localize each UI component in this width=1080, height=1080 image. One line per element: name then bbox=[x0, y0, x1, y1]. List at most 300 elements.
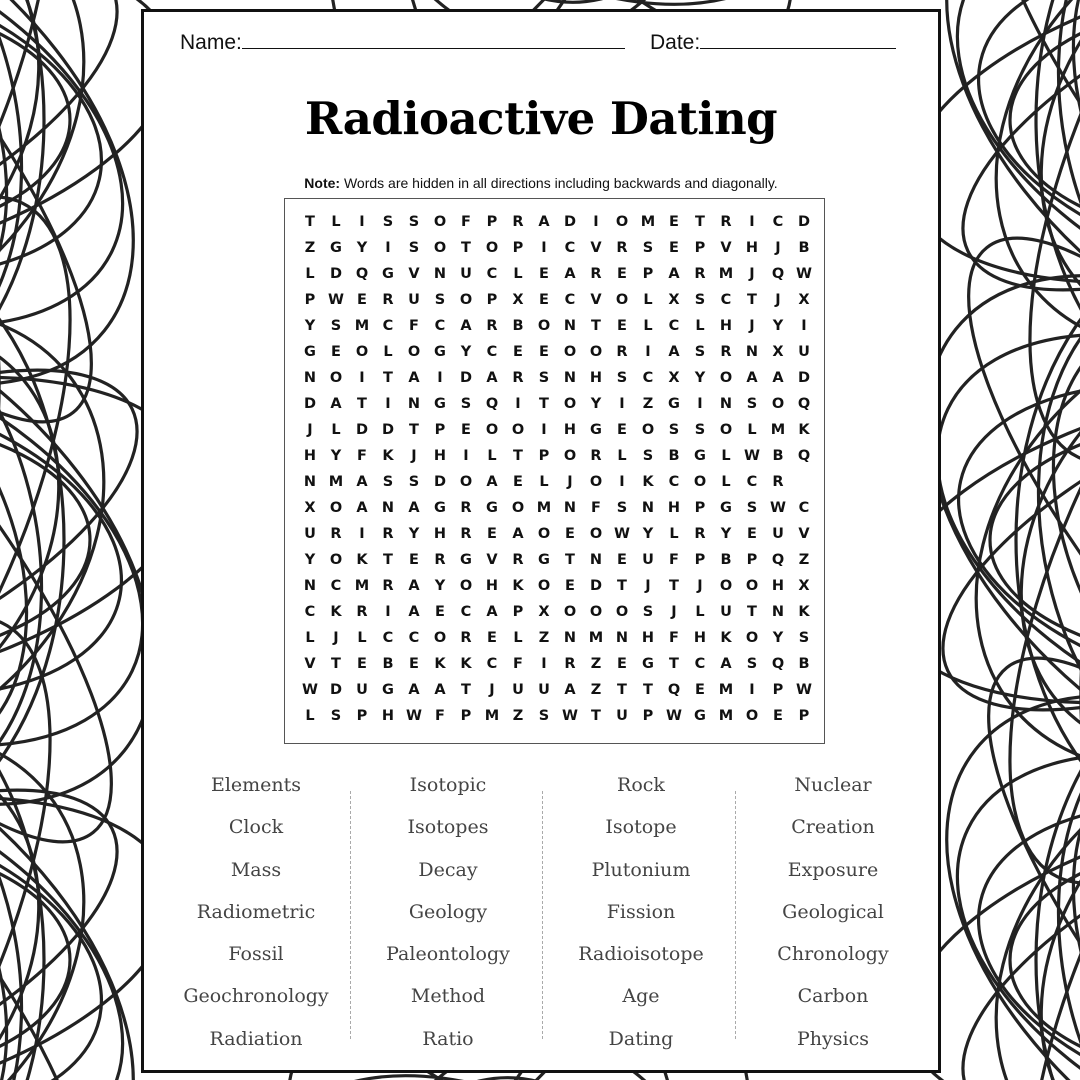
grid-letter[interactable]: E bbox=[539, 292, 549, 308]
grid-letter[interactable]: Z bbox=[304, 240, 316, 256]
grid-letter[interactable]: C bbox=[486, 344, 498, 360]
grid-letter[interactable]: M bbox=[484, 708, 500, 724]
grid-letter[interactable]: A bbox=[408, 682, 420, 698]
grid-letter[interactable]: F bbox=[409, 318, 419, 334]
grid-letter[interactable]: I bbox=[437, 370, 443, 386]
grid-letter[interactable]: K bbox=[798, 604, 810, 620]
grid-letter[interactable]: S bbox=[746, 500, 758, 516]
grid-letter[interactable]: H bbox=[485, 578, 499, 594]
grid-letter[interactable]: W bbox=[744, 448, 760, 464]
grid-letter[interactable]: H bbox=[303, 448, 317, 464]
grid-letter[interactable]: K bbox=[512, 578, 524, 594]
grid-letter[interactable]: S bbox=[798, 630, 810, 646]
grid-letter[interactable]: R bbox=[564, 656, 576, 672]
name-field[interactable] bbox=[180, 30, 625, 55]
grid-letter[interactable]: V bbox=[486, 552, 498, 568]
grid-letter[interactable]: O bbox=[589, 344, 603, 360]
grid-letter[interactable]: C bbox=[486, 656, 498, 672]
grid-letter[interactable]: Y bbox=[772, 318, 784, 334]
grid-letter[interactable]: R bbox=[720, 214, 732, 230]
grid-letter[interactable]: M bbox=[328, 474, 344, 490]
grid-letter[interactable]: C bbox=[668, 474, 680, 490]
grid-letter[interactable]: Y bbox=[356, 240, 368, 256]
grid-letter[interactable]: O bbox=[615, 214, 629, 230]
grid-letter[interactable]: X bbox=[304, 500, 316, 516]
grid-letter[interactable]: E bbox=[773, 708, 783, 724]
grid-letter[interactable]: I bbox=[619, 396, 625, 412]
grid-letter[interactable]: K bbox=[798, 422, 810, 438]
grid-letter[interactable]: L bbox=[721, 448, 731, 464]
grid-letter[interactable]: X bbox=[668, 370, 680, 386]
grid-letter[interactable]: E bbox=[409, 552, 419, 568]
grid-letter[interactable]: F bbox=[669, 552, 679, 568]
grid-letter[interactable]: I bbox=[619, 474, 625, 490]
grid-letter[interactable]: B bbox=[512, 318, 524, 334]
grid-letter[interactable]: S bbox=[642, 604, 654, 620]
grid-letter[interactable]: C bbox=[486, 266, 498, 282]
grid-letter[interactable]: L bbox=[513, 630, 523, 646]
grid-letter[interactable]: B bbox=[382, 656, 394, 672]
grid-letter[interactable]: I bbox=[697, 396, 703, 412]
grid-letter[interactable]: T bbox=[695, 214, 705, 230]
grid-letter[interactable]: N bbox=[563, 318, 577, 334]
grid-letter[interactable]: X bbox=[798, 578, 810, 594]
grid-letter[interactable]: A bbox=[746, 370, 758, 386]
grid-letter[interactable]: T bbox=[669, 656, 679, 672]
grid-letter[interactable]: P bbox=[798, 708, 810, 724]
grid-letter[interactable]: M bbox=[718, 266, 734, 282]
grid-letter[interactable]: L bbox=[305, 630, 315, 646]
grid-letter[interactable]: A bbox=[486, 474, 498, 490]
grid-letter[interactable]: G bbox=[486, 500, 498, 516]
grid-letter[interactable]: G bbox=[694, 448, 706, 464]
grid-letter[interactable]: A bbox=[538, 214, 550, 230]
grid-letter[interactable]: Y bbox=[304, 552, 316, 568]
grid-letter[interactable]: L bbox=[513, 266, 523, 282]
grid-letter[interactable]: P bbox=[512, 240, 524, 256]
grid-letter[interactable]: T bbox=[409, 422, 419, 438]
grid-letter[interactable]: N bbox=[615, 630, 629, 646]
grid-letter[interactable]: L bbox=[721, 474, 731, 490]
grid-letter[interactable]: P bbox=[356, 708, 368, 724]
grid-letter[interactable]: Q bbox=[771, 266, 785, 282]
grid-letter[interactable]: T bbox=[669, 578, 679, 594]
grid-letter[interactable]: M bbox=[536, 500, 552, 516]
grid-letter[interactable]: T bbox=[747, 292, 757, 308]
grid-letter[interactable]: C bbox=[642, 370, 654, 386]
grid-letter[interactable]: T bbox=[539, 396, 549, 412]
grid-letter[interactable]: R bbox=[512, 214, 524, 230]
grid-letter[interactable]: E bbox=[461, 422, 471, 438]
grid-letter[interactable]: S bbox=[330, 318, 342, 334]
grid-letter[interactable]: B bbox=[772, 448, 784, 464]
grid-letter[interactable]: Q bbox=[355, 266, 369, 282]
grid-letter[interactable]: R bbox=[720, 344, 732, 360]
grid-letter[interactable]: O bbox=[329, 500, 343, 516]
grid-letter[interactable]: F bbox=[357, 448, 367, 464]
grid-letter[interactable]: N bbox=[563, 630, 577, 646]
grid-letter[interactable]: G bbox=[330, 240, 342, 256]
grid-letter[interactable]: O bbox=[511, 500, 525, 516]
grid-letter[interactable]: C bbox=[434, 318, 446, 334]
grid-letter[interactable]: O bbox=[329, 370, 343, 386]
grid-letter[interactable]: D bbox=[381, 422, 395, 438]
grid-letter[interactable]: Q bbox=[771, 552, 785, 568]
grid-letter[interactable]: N bbox=[771, 604, 785, 620]
grid-letter[interactable]: H bbox=[589, 370, 603, 386]
grid-letter[interactable]: T bbox=[357, 396, 367, 412]
grid-letter[interactable]: C bbox=[330, 578, 342, 594]
grid-letter[interactable]: U bbox=[304, 526, 316, 542]
grid-letter[interactable]: S bbox=[330, 708, 342, 724]
grid-letter[interactable]: H bbox=[433, 526, 447, 542]
grid-letter[interactable]: U bbox=[538, 682, 550, 698]
grid-letter[interactable]: G bbox=[538, 552, 550, 568]
grid-letter[interactable]: X bbox=[668, 292, 680, 308]
grid-letter[interactable]: J bbox=[489, 682, 495, 698]
grid-letter[interactable]: O bbox=[459, 578, 473, 594]
grid-letter[interactable]: I bbox=[359, 370, 365, 386]
grid-letter[interactable]: T bbox=[591, 318, 601, 334]
grid-letter[interactable]: N bbox=[303, 370, 317, 386]
grid-letter[interactable]: T bbox=[565, 552, 575, 568]
grid-letter[interactable]: T bbox=[383, 370, 393, 386]
grid-letter[interactable]: K bbox=[382, 448, 394, 464]
grid-letter[interactable]: A bbox=[668, 344, 680, 360]
grid-letter[interactable]: E bbox=[435, 604, 445, 620]
grid-letter[interactable]: E bbox=[539, 266, 549, 282]
grid-letter[interactable]: S bbox=[694, 344, 706, 360]
grid-letter[interactable]: S bbox=[538, 708, 550, 724]
grid-letter[interactable]: C bbox=[564, 292, 576, 308]
grid-letter[interactable]: R bbox=[382, 292, 394, 308]
grid-letter[interactable]: I bbox=[749, 214, 755, 230]
grid-letter[interactable]: E bbox=[617, 552, 627, 568]
grid-letter[interactable]: Y bbox=[590, 396, 602, 412]
grid-letter[interactable]: G bbox=[668, 396, 680, 412]
grid-letter[interactable]: Y bbox=[720, 526, 732, 542]
grid-letter[interactable]: E bbox=[565, 578, 575, 594]
grid-letter[interactable]: V bbox=[590, 292, 602, 308]
grid-letter[interactable]: E bbox=[487, 630, 497, 646]
grid-letter[interactable]: R bbox=[694, 266, 706, 282]
grid-letter[interactable]: C bbox=[720, 292, 732, 308]
grid-letter[interactable]: A bbox=[668, 266, 680, 282]
grid-letter[interactable]: O bbox=[355, 344, 369, 360]
grid-letter[interactable]: K bbox=[642, 474, 654, 490]
grid-letter[interactable]: E bbox=[669, 240, 679, 256]
grid-letter[interactable]: R bbox=[590, 266, 602, 282]
grid-letter[interactable]: U bbox=[616, 708, 628, 724]
grid-letter[interactable]: R bbox=[460, 500, 472, 516]
grid-letter[interactable]: E bbox=[357, 292, 367, 308]
grid-letter[interactable]: G bbox=[694, 708, 706, 724]
grid-letter[interactable]: Z bbox=[538, 630, 550, 646]
grid-letter[interactable]: F bbox=[669, 630, 679, 646]
grid-letter[interactable]: O bbox=[641, 422, 655, 438]
grid-letter[interactable]: O bbox=[693, 474, 707, 490]
grid-letter[interactable]: A bbox=[408, 500, 420, 516]
grid-letter[interactable]: L bbox=[331, 422, 341, 438]
grid-letter[interactable]: R bbox=[512, 370, 524, 386]
grid-letter[interactable]: T bbox=[617, 682, 627, 698]
grid-letter[interactable]: H bbox=[719, 318, 733, 334]
grid-letter[interactable]: S bbox=[746, 656, 758, 672]
grid-letter[interactable]: M bbox=[354, 318, 370, 334]
grid-letter[interactable]: A bbox=[486, 370, 498, 386]
grid-letter[interactable]: J bbox=[775, 292, 781, 308]
grid-letter[interactable]: A bbox=[512, 526, 524, 542]
grid-letter[interactable]: R bbox=[616, 240, 628, 256]
grid-letter[interactable]: C bbox=[798, 500, 810, 516]
grid-letter[interactable]: L bbox=[747, 422, 757, 438]
grid-letter[interactable]: O bbox=[719, 422, 733, 438]
grid-letter[interactable]: O bbox=[511, 422, 525, 438]
grid-letter[interactable]: O bbox=[589, 474, 603, 490]
grid-letter[interactable]: L bbox=[695, 318, 705, 334]
grid-letter[interactable]: C bbox=[746, 474, 758, 490]
grid-letter[interactable]: A bbox=[408, 370, 420, 386]
grid-letter[interactable]: R bbox=[382, 526, 394, 542]
grid-letter[interactable]: A bbox=[460, 318, 472, 334]
grid-letter[interactable]: N bbox=[719, 396, 733, 412]
grid-letter[interactable]: K bbox=[720, 630, 732, 646]
grid-letter[interactable]: N bbox=[303, 474, 317, 490]
grid-letter[interactable]: P bbox=[694, 240, 706, 256]
grid-letter[interactable]: Z bbox=[512, 708, 524, 724]
grid-letter[interactable]: O bbox=[615, 604, 629, 620]
grid-letter[interactable]: J bbox=[749, 318, 755, 334]
grid-letter[interactable]: R bbox=[486, 318, 498, 334]
grid-letter[interactable]: Y bbox=[304, 318, 316, 334]
grid-letter[interactable]: G bbox=[642, 656, 654, 672]
grid-letter[interactable]: A bbox=[720, 656, 732, 672]
grid-letter[interactable]: V bbox=[408, 266, 420, 282]
grid-letter[interactable]: O bbox=[537, 526, 551, 542]
grid-letter[interactable]: I bbox=[541, 656, 547, 672]
grid-letter[interactable]: W bbox=[302, 682, 318, 698]
grid-letter[interactable]: B bbox=[668, 448, 680, 464]
grid-letter[interactable]: O bbox=[563, 448, 577, 464]
grid-letter[interactable]: N bbox=[641, 500, 655, 516]
grid-letter[interactable]: S bbox=[382, 474, 394, 490]
grid-letter[interactable]: D bbox=[329, 682, 343, 698]
grid-letter[interactable]: N bbox=[745, 344, 759, 360]
grid-letter[interactable]: E bbox=[617, 266, 627, 282]
grid-letter[interactable]: H bbox=[433, 448, 447, 464]
grid-letter[interactable]: W bbox=[770, 500, 786, 516]
grid-letter[interactable]: J bbox=[333, 630, 339, 646]
grid-letter[interactable]: R bbox=[434, 552, 446, 568]
grid-letter[interactable]: M bbox=[718, 708, 734, 724]
grid-letter[interactable]: F bbox=[435, 708, 445, 724]
grid-letter[interactable]: U bbox=[356, 682, 368, 698]
grid-letter[interactable]: Y bbox=[408, 526, 420, 542]
grid-letter[interactable]: R bbox=[330, 526, 342, 542]
grid-letter[interactable]: E bbox=[331, 344, 341, 360]
grid-letter[interactable]: O bbox=[433, 630, 447, 646]
grid-letter[interactable]: E bbox=[617, 656, 627, 672]
grid-letter[interactable]: S bbox=[642, 240, 654, 256]
grid-letter[interactable]: O bbox=[485, 240, 499, 256]
grid-letter[interactable]: G bbox=[434, 500, 446, 516]
grid-letter[interactable]: L bbox=[383, 344, 393, 360]
grid-letter[interactable]: O bbox=[563, 604, 577, 620]
grid-letter[interactable]: Z bbox=[590, 656, 602, 672]
grid-letter[interactable]: W bbox=[796, 682, 812, 698]
grid-letter[interactable]: T bbox=[383, 552, 393, 568]
grid-letter[interactable]: J bbox=[749, 266, 755, 282]
grid-letter[interactable]: D bbox=[797, 214, 811, 230]
grid-letter[interactable]: O bbox=[563, 344, 577, 360]
grid-letter[interactable]: G bbox=[382, 266, 394, 282]
grid-letter[interactable]: W bbox=[614, 526, 630, 542]
grid-letter[interactable]: N bbox=[563, 370, 577, 386]
grid-letter[interactable]: T bbox=[461, 240, 471, 256]
grid-letter[interactable]: T bbox=[305, 214, 315, 230]
grid-letter[interactable]: E bbox=[669, 214, 679, 230]
grid-letter[interactable]: A bbox=[486, 604, 498, 620]
grid-letter[interactable]: M bbox=[588, 630, 604, 646]
grid-letter[interactable]: C bbox=[668, 318, 680, 334]
grid-letter[interactable]: S bbox=[642, 448, 654, 464]
grid-letter[interactable]: J bbox=[697, 578, 703, 594]
grid-letter[interactable]: U bbox=[512, 682, 524, 698]
grid-letter[interactable]: K bbox=[434, 656, 446, 672]
grid-letter[interactable]: U bbox=[720, 604, 732, 620]
grid-letter[interactable]: I bbox=[593, 214, 599, 230]
grid-letter[interactable]: P bbox=[642, 708, 654, 724]
grid-letter[interactable]: J bbox=[411, 448, 417, 464]
grid-letter[interactable]: D bbox=[797, 370, 811, 386]
grid-letter[interactable]: E bbox=[513, 344, 523, 360]
grid-letter[interactable]: O bbox=[433, 240, 447, 256]
grid-letter[interactable]: T bbox=[331, 656, 341, 672]
grid-letter[interactable]: Z bbox=[642, 396, 654, 412]
grid-letter[interactable]: I bbox=[749, 682, 755, 698]
grid-letter[interactable]: K bbox=[460, 656, 472, 672]
grid-letter[interactable]: Y bbox=[460, 344, 472, 360]
grid-letter[interactable]: S bbox=[616, 500, 628, 516]
grid-letter[interactable]: G bbox=[382, 682, 394, 698]
grid-letter[interactable]: O bbox=[329, 552, 343, 568]
grid-letter[interactable]: L bbox=[643, 292, 653, 308]
grid-letter[interactable]: R bbox=[356, 604, 368, 620]
grid-letter[interactable]: R bbox=[616, 344, 628, 360]
grid-letter[interactable]: F bbox=[461, 214, 471, 230]
grid-letter[interactable]: O bbox=[771, 396, 785, 412]
grid-letter[interactable]: Y bbox=[772, 630, 784, 646]
grid-letter[interactable]: E bbox=[409, 656, 419, 672]
grid-letter[interactable]: I bbox=[385, 396, 391, 412]
grid-letter[interactable]: Y bbox=[694, 370, 706, 386]
grid-letter[interactable]: R bbox=[772, 474, 784, 490]
grid-letter[interactable]: C bbox=[382, 318, 394, 334]
grid-letter[interactable]: S bbox=[746, 396, 758, 412]
grid-letter[interactable]: P bbox=[694, 552, 706, 568]
grid-letter[interactable]: D bbox=[433, 474, 447, 490]
grid-letter[interactable]: N bbox=[433, 266, 447, 282]
grid-letter[interactable]: L bbox=[617, 448, 627, 464]
grid-letter[interactable]: O bbox=[537, 318, 551, 334]
grid-letter[interactable]: T bbox=[643, 682, 653, 698]
grid-letter[interactable]: H bbox=[667, 500, 681, 516]
grid-letter[interactable]: Y bbox=[434, 578, 446, 594]
grid-letter[interactable]: P bbox=[772, 682, 784, 698]
grid-letter[interactable]: P bbox=[460, 708, 472, 724]
grid-letter[interactable]: E bbox=[513, 474, 523, 490]
grid-letter[interactable]: L bbox=[331, 214, 341, 230]
grid-letter[interactable]: S bbox=[694, 292, 706, 308]
grid-letter[interactable]: Q bbox=[667, 682, 681, 698]
grid-letter[interactable]: E bbox=[487, 526, 497, 542]
grid-letter[interactable]: H bbox=[693, 630, 707, 646]
grid-letter[interactable]: P bbox=[486, 292, 498, 308]
grid-letter[interactable]: P bbox=[642, 266, 654, 282]
grid-letter[interactable]: O bbox=[745, 630, 759, 646]
grid-letter[interactable]: B bbox=[798, 240, 810, 256]
grid-letter[interactable]: S bbox=[408, 214, 420, 230]
grid-letter[interactable]: S bbox=[382, 214, 394, 230]
grid-letter[interactable]: I bbox=[645, 344, 651, 360]
grid-letter[interactable]: C bbox=[382, 630, 394, 646]
grid-letter[interactable]: I bbox=[801, 318, 807, 334]
grid-letter[interactable]: O bbox=[745, 578, 759, 594]
grid-letter[interactable]: E bbox=[617, 422, 627, 438]
grid-letter[interactable]: O bbox=[485, 422, 499, 438]
grid-letter[interactable]: P bbox=[746, 552, 758, 568]
grid-letter[interactable]: T bbox=[617, 578, 627, 594]
grid-letter[interactable]: V bbox=[590, 240, 602, 256]
grid-letter[interactable]: L bbox=[539, 474, 549, 490]
grid-letter[interactable]: S bbox=[408, 474, 420, 490]
grid-letter[interactable]: A bbox=[564, 266, 576, 282]
grid-letter[interactable]: O bbox=[433, 214, 447, 230]
grid-letter[interactable]: N bbox=[303, 578, 317, 594]
grid-letter[interactable]: U bbox=[642, 552, 654, 568]
grid-letter[interactable]: Q bbox=[771, 656, 785, 672]
grid-letter[interactable]: L bbox=[695, 604, 705, 620]
grid-letter[interactable]: V bbox=[304, 656, 316, 672]
grid-letter[interactable]: U bbox=[772, 526, 784, 542]
grid-letter[interactable]: W bbox=[666, 708, 682, 724]
grid-letter[interactable]: G bbox=[434, 344, 446, 360]
grid-letter[interactable]: H bbox=[641, 630, 655, 646]
grid-letter[interactable]: K bbox=[356, 552, 368, 568]
grid-letter[interactable]: C bbox=[460, 604, 472, 620]
grid-letter[interactable]: A bbox=[434, 682, 446, 698]
grid-letter[interactable]: P bbox=[304, 292, 316, 308]
grid-letter[interactable]: H bbox=[771, 578, 785, 594]
grid-letter[interactable]: O bbox=[459, 474, 473, 490]
grid-letter[interactable]: D bbox=[459, 370, 473, 386]
grid-letter[interactable]: R bbox=[590, 448, 602, 464]
grid-letter[interactable]: M bbox=[770, 422, 786, 438]
grid-letter[interactable]: R bbox=[512, 552, 524, 568]
grid-letter[interactable]: O bbox=[459, 292, 473, 308]
grid-letter[interactable]: N bbox=[407, 396, 421, 412]
grid-letter[interactable]: E bbox=[617, 318, 627, 334]
grid-letter[interactable]: S bbox=[460, 396, 472, 412]
grid-letter[interactable]: S bbox=[408, 240, 420, 256]
grid-letter[interactable]: A bbox=[408, 578, 420, 594]
grid-letter[interactable]: B bbox=[720, 552, 732, 568]
grid-letter[interactable]: D bbox=[563, 214, 577, 230]
grid-letter[interactable]: S bbox=[616, 370, 628, 386]
grid-letter[interactable]: W bbox=[562, 708, 578, 724]
grid-letter[interactable]: M bbox=[354, 578, 370, 594]
grid-letter[interactable]: P bbox=[538, 448, 550, 464]
